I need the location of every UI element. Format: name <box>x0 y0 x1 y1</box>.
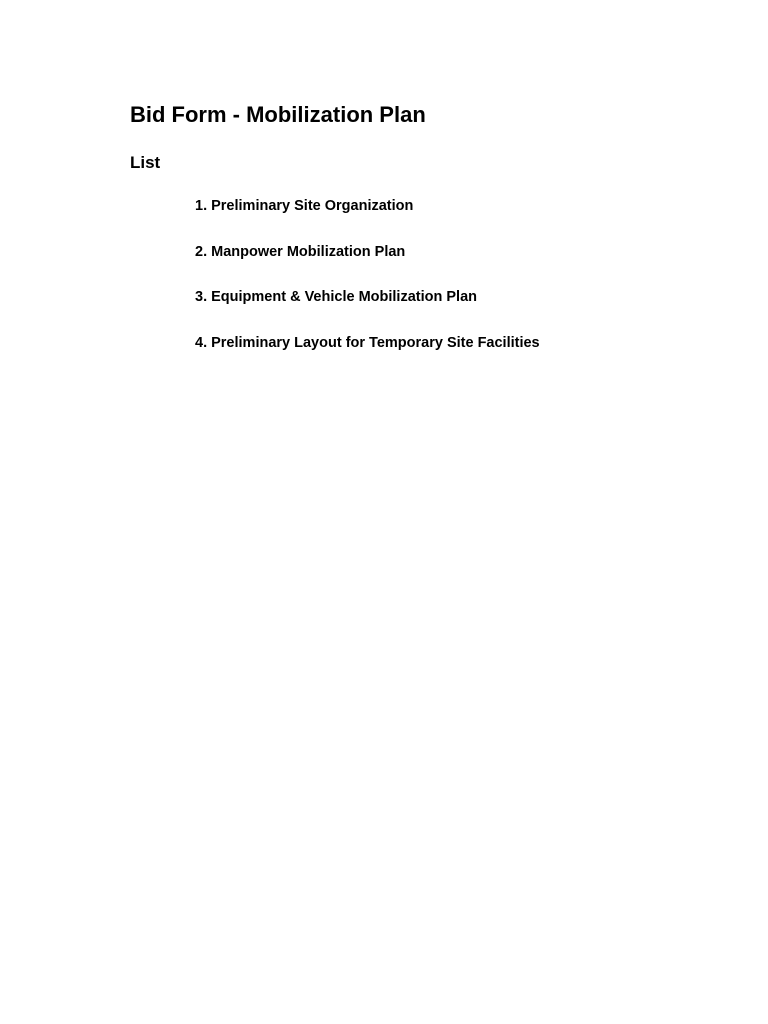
item-list <box>195 195 540 378</box>
list-item: 1. Preliminary Site Organization <box>195 198 414 214</box>
list-item: 4. Preliminary Layout for Temporary Site Facilities <box>195 335 540 352</box>
list-item: 3. Equipment & Vehicle Mobilization Plan <box>195 289 477 306</box>
page-title: Bid Form - Mobilization Plan <box>130 102 426 127</box>
list-item: 2. Manpower Mobilization Plan <box>195 243 406 260</box>
list-heading: List <box>130 153 161 172</box>
